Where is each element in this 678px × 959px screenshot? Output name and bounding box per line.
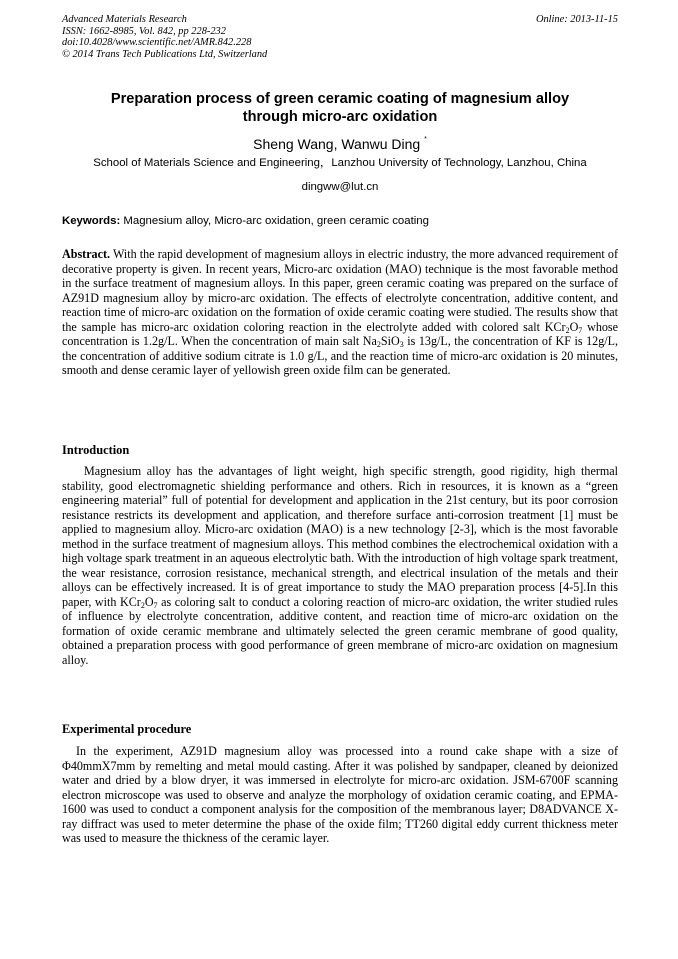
authors-text: Sheng Wang, Wanwu Ding — [253, 136, 421, 152]
abstract-sub-1: 2 — [565, 325, 570, 335]
author-email: dingww@lut.cn — [301, 181, 379, 193]
abstract-sub-4: 3 — [399, 340, 404, 349]
online-date: Online: 2013-11-15 — [535, 14, 618, 25]
copyright-line: © 2014 Trans Tech Publications Ltd, Switzerland — [62, 48, 268, 60]
abstract-paragraph — [62, 247, 618, 378]
intro-text-2: O — [144, 594, 154, 609]
paper-title — [62, 90, 618, 126]
abstract-sub-3: 2 — [376, 340, 381, 349]
issn-line: ISSN: 1662-8985, Vol. 842, pp 228-232 — [62, 25, 226, 37]
experimental-paragraph: In the experiment, AZ91D magnesium alloy was processed into a round cake shape with a size of Φ40mmX7mm by remelting and metal mould casting. After it was polished by sandpaper, cleaned by deionized water and dried by a blow dryer, it was immersed in electrolyte for micro-arc oxidation. JSM-6700F scanning electron microscope was used to observe and analyze the morphology of oxidation ceramic coating, and EPMA-1600 was used to conduct a component analysis for the composition of the membranous layer; D8ADVANCE X-ray diffract was used to meter determine the phase of the oxide film; TT260 digital eddy current thickness meter was used to measure the thickness of the ceramic layer. — [62, 744, 618, 845]
keywords-text: Magnesium alloy, Micro-arc oxidation, green ceramic coating — [120, 215, 429, 227]
journal-header — [62, 14, 618, 60]
affiliation: School of Materials Science and Engineering，Lanzhou University of Technology, Lanzhou, China — [93, 157, 587, 169]
journal-name: Advanced Materials Research — [62, 14, 187, 25]
keywords-line — [62, 214, 618, 229]
intro-text-3: as coloring salt to conduct a coloring reaction of micro-arc oxidation, the writer studied rules of influence by electrolyte concentration, additive content, and reaction time of micro-arc oxidation on the formation of oxide ceramic membrane and ultimately selected the green ceramic membrane of good quality, obtained a preparation process with good performance of green membrane of micro-arc oxidation on magnesium alloy. — [62, 594, 618, 667]
keywords-label: Keywords: — [62, 215, 121, 227]
title-line-2: through micro-arc oxidation — [242, 109, 438, 125]
doi-line: doi:10.4028/www.scientific.net/AMR.842.228 — [62, 37, 252, 48]
abstract-text-2: O — [569, 319, 579, 334]
title-line-1: Preparation process of green ceramic coating of magnesium alloy — [110, 91, 570, 107]
abstract-text-1: With the rapid development of magnesium alloys in electric industry, the more advanced requirement of decorative property is given. In recent years, Micro-arc oxidation (MAO) technique is the most favorable method in the surface treatment of magnesium alloys. In this paper, green ceramic coating was prepared on the surface of AZ91D magnesium alloy by micro-arc oxidation. The effects of electrolyte concentration, additive content, and reaction time of micro-arc oxidation on the formation of oxide ceramic coating were studied. The results show that the sample has micro-arc oxidation coloring reaction in the electrolyte added with colored salt KCr — [62, 247, 618, 334]
section-heading-experimental: Experimental procedure — [62, 722, 192, 736]
introduction-paragraph — [62, 464, 618, 667]
intro-sub-2: 7 — [153, 600, 158, 610]
author-list — [62, 131, 618, 153]
section-heading-introduction: Introduction — [62, 443, 130, 457]
abstract-text-4: SiO — [380, 334, 400, 348]
intro-sub-1: 2 — [140, 600, 145, 610]
abstract-label: Abstract. — [62, 247, 111, 261]
intro-text-1: Magnesium alloy has the advantages of light weight, high specific strength, good rigidity, high thermal stability, good electromagnetic shielding performance and others. Rich in resources, it is known as a “green engineering material” full of potential for development and application in the 21st century, but its poor corrosion resistance restricts its development and application, and therefore surface anti-corrosion treatment [1] must be applied to magnesium alloy. Micro-arc oxidation (MAO) is a new technology [2-3], which is the most favorable method in the surface treatment of magnesium alloys. This method combines the electrochemical oxidation with a high voltage spark treatment in an aqueous electrolytic bath. With the introduction of high voltage spark treatment, the wear resistance, corrosion resistance, mechanical strength, and electrical insulation of the metals and their alloys can be effectively increased. It is of great importance to study the MAO preparation process [4-5].In this paper, with KCr — [62, 464, 618, 609]
corresponding-author-mark: * — [424, 136, 427, 143]
abstract-text-5: is 13g/L, the concentration of KF is 12g/L, the concentration of additive sodium citrate is 1.0 g/L, and the reaction time of micro-arc oxidation is 20 minutes, smooth and dense ceramic layer of yellowish green oxide film can be generated. — [62, 334, 619, 377]
abstract-text-3: whose concentration is 1.2g/L. When the concentration of main salt Na — [62, 319, 618, 348]
abstract-sub-2: 7 — [578, 325, 583, 335]
